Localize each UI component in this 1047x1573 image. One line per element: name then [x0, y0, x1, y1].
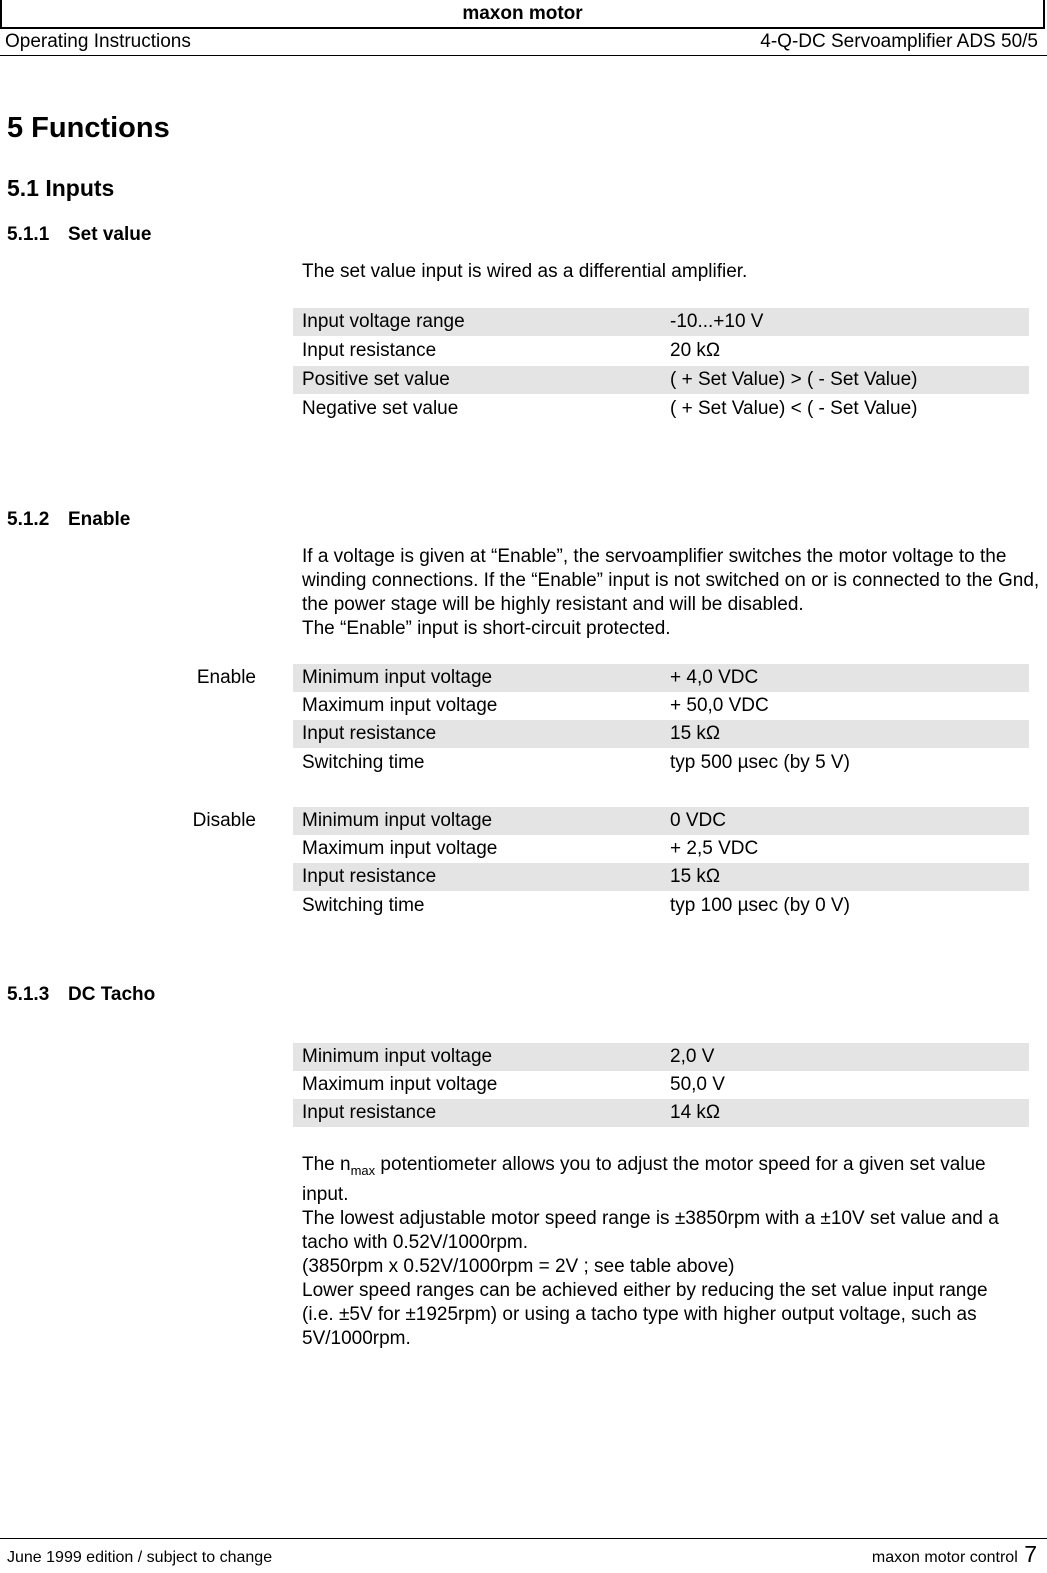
spec-value: ( + Set Value) < ( - Set Value)	[670, 398, 918, 419]
spec-label: Input resistance	[293, 863, 661, 891]
enable-table	[293, 664, 1029, 778]
enable-paragraph: If a voltage is given at “Enable”, the servoamplifier switches the motor voltage to the winding connections. If the “Enable” input is not switched on or is connected to the Gnd, the power stage will be highly resistant and will be disabled.	[302, 546, 1040, 615]
enable-protection-note: The “Enable” input is short-circuit protected.	[302, 618, 671, 639]
table-row	[293, 1071, 1029, 1099]
lower-range-text: Lower speed ranges can be achieved either by reducing the set value input range (i.e. ±5V for ±1925rpm) or using a tacho type with higher output voltage, such as 5V/1000rpm.	[302, 1279, 988, 1349]
table-row	[293, 863, 1029, 891]
spec-label: Positive set value	[293, 366, 661, 394]
set-value-intro: The set value input is wired as a differential amplifier.	[302, 261, 748, 282]
table-row	[293, 366, 1029, 394]
spec-label: Maximum input voltage	[302, 838, 498, 859]
spec-label: Input voltage range	[293, 308, 661, 336]
spec-value: 20 kΩ	[670, 340, 721, 361]
footer-product: maxon motor control	[871, 1549, 1018, 1566]
spec-value: -10...+10 V	[661, 308, 1029, 336]
set-value-table	[293, 308, 1029, 424]
table-row	[293, 664, 1029, 692]
table-row	[293, 891, 1029, 921]
spec-value: 15 kΩ	[661, 863, 1029, 891]
spec-label: Input resistance	[302, 340, 437, 361]
spec-label: Input resistance	[293, 720, 661, 748]
table-row	[293, 1099, 1029, 1127]
edition-note: June 1999 edition / subject to change	[7, 1549, 273, 1566]
spec-value: typ 500 µsec (by 5 V)	[670, 752, 850, 773]
heading-text: Set value	[68, 224, 152, 245]
spec-value: 15 kΩ	[661, 720, 1029, 748]
spec-label: Maximum input voltage	[302, 1074, 498, 1095]
nmax-subscript: max	[350, 1162, 376, 1178]
heading-number: 5.1.1	[7, 224, 50, 245]
nmax-text: potentiometer allows you to adjust the motor speed for a given set value input.	[302, 1154, 986, 1205]
spec-label: Minimum input voltage	[293, 664, 661, 692]
table-row	[293, 1043, 1029, 1071]
heading-number: 5.1.3	[7, 984, 50, 1005]
spec-value: ( + Set Value) > ( - Set Value)	[661, 366, 1029, 394]
table-row	[293, 308, 1029, 336]
spec-label: Minimum input voltage	[293, 807, 661, 835]
table-row	[293, 692, 1029, 720]
footer-divider	[0, 1538, 1047, 1539]
spec-value: 2,0 V	[661, 1043, 1029, 1071]
spec-value: + 2,5 VDC	[670, 838, 759, 859]
product-name: 4-Q-DC Servoamplifier ADS 50/5	[760, 31, 1038, 52]
spec-value: typ 100 µsec (by 0 V)	[670, 895, 850, 916]
enable-state-label: Enable	[196, 667, 256, 688]
heading-text: Enable	[68, 509, 131, 530]
spec-value: 0 VDC	[661, 807, 1029, 835]
calculation-text: (3850rpm x 0.52V/1000rpm = 2V ; see table above)	[302, 1255, 735, 1277]
table-row	[293, 394, 1029, 424]
table-row	[293, 748, 1029, 778]
spec-label: Negative set value	[302, 398, 459, 419]
table-row	[293, 835, 1029, 863]
spec-value: + 4,0 VDC	[661, 664, 1029, 692]
disable-table	[293, 807, 1029, 921]
section-title: 5 Functions	[7, 112, 170, 144]
tacho-description	[302, 1153, 1022, 1351]
disable-state-label: Disable	[192, 810, 256, 831]
heading-text: DC Tacho	[68, 984, 156, 1005]
heading-set-value	[7, 224, 151, 246]
spec-label: Switching time	[302, 752, 425, 773]
header-divider	[0, 55, 1047, 56]
spec-label: Minimum input voltage	[293, 1043, 661, 1071]
nmax-prefix: The n	[302, 1154, 351, 1175]
spec-value: 14 kΩ	[661, 1099, 1029, 1127]
subsection-title-inputs: 5.1 Inputs	[7, 175, 115, 201]
tacho-table	[293, 1043, 1029, 1127]
table-row	[293, 336, 1029, 366]
spec-label: Switching time	[302, 895, 425, 916]
spec-label: Input resistance	[293, 1099, 661, 1127]
table-row	[293, 807, 1029, 835]
heading-number: 5.1.2	[7, 509, 50, 530]
brand-header: maxon motor	[0, 0, 1045, 29]
document-type: Operating Instructions	[5, 31, 191, 52]
spec-label: Maximum input voltage	[302, 695, 498, 716]
spec-value: + 50,0 VDC	[670, 695, 769, 716]
table-row	[293, 720, 1029, 748]
heading-enable	[7, 509, 130, 531]
speed-range-text: The lowest adjustable motor speed range is ±3850rpm with a ±10V set value and a tacho with 0.52V/1000rpm.	[302, 1207, 999, 1253]
enable-description	[302, 545, 1042, 641]
spec-value: 50,0 V	[670, 1074, 725, 1095]
footer-right	[872, 1541, 1037, 1568]
page-number: 7	[1024, 1541, 1037, 1567]
heading-dc-tacho	[7, 984, 155, 1006]
